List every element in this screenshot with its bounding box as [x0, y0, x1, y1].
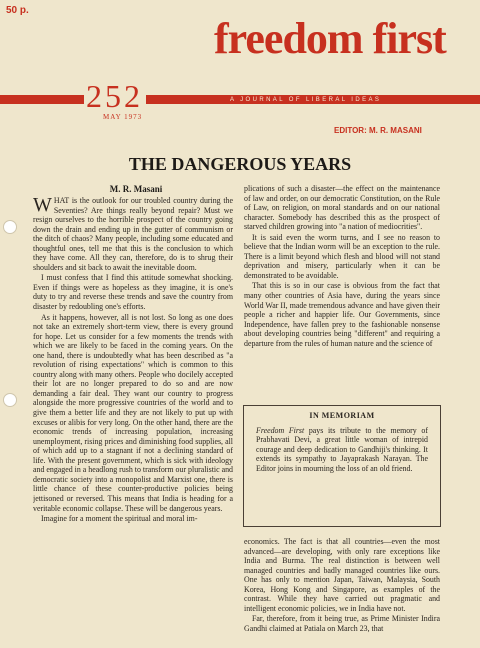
article-paragraph: Far, therefore, from it being true, as Prime Minister Indira Gandhi claimed at Patiala on March 23, that [244, 614, 440, 633]
issue-number: 252 [86, 78, 143, 114]
article-paragraph: Imagine for a moment the spiritual and moral im- [41, 514, 198, 524]
article-paragraph: economics. The fact is that all countries—even the most advanced—are developing, with only rare exceptions like India and Burma. The real distinction is between well managed countries and badly managed countries like ours. One has only to mention Japan, Taiwan, Malaysia, South Korea, Hong Kong and Singapore, as examples of the contrast. While they have carried out pragmatic and intelligent economic policies, we in India have not. [244, 537, 440, 613]
tagline: A JOURNAL OF LIBERAL IDEAS [230, 97, 382, 103]
article-author: M. R. Masani [109, 184, 163, 194]
article-paragraph: As it happens, however, all is not lost. So long as one does not take an extremely short-term view, there is every ground for hope. Let us consider for a few moments the trends with which we are likely to be faced in the coming years. On the one hand, there is undoubtedly what has been described as "a revolution of rising expectations" which is common to this country along with many others. People who docilely accepted their lot are no longer prepared to do so and are now demanding a fair deal. They want our country to progress alongside the more progressive countries of the world and to give them a better life and they are not likely to put up with excuses or alibis for very long. On the other hand, there are the economic trends of increasing population, increasing unemployment, rising prices and diminishing food supplies, all of which add up to a stagnant if not a declining standard of life. With the present government, which is sick with ideology and engaged in a headlong rush to transform our pluralistic and democratic society into a monopolist and Marxist one, there is little chance of these counter-productive policies being jettisoned or reversed. This means that India is heading for a veritable economic collapse. These will be dangerous years. [33, 312, 233, 513]
masthead-title: freedom first [214, 14, 446, 63]
price-label: 50 p. [6, 5, 29, 16]
article-paragraph: It is said even the worm turns, and I see no reason to believe that the Indian worm will be an exception to the rule. There is a limit beyond which flesh and blood will not stand deprivation and misery, particularly when it can be demonstrated to be avoidable. [244, 232, 440, 280]
drop-cap: W [33, 196, 52, 216]
in-memoriam-title: IN MEMORIAM [309, 411, 375, 420]
article-column-right-top [244, 184, 440, 394]
punch-hole [3, 220, 17, 234]
article-title: THE DANGEROUS YEARS [128, 154, 352, 174]
red-bar-left [0, 95, 84, 104]
article-paragraph: plications of such a disaster—the effect on the maintenance of law and order, on our democratic Constitution, on the Rule of Law, on religion, on moral standards and on our national character. Somebody has described this as the prospect of starved children growing into "a nation of mediocrities". [244, 184, 440, 232]
issue-date: MAY 1973 [103, 113, 143, 121]
article-column-left [33, 196, 233, 646]
in-memoriam-box [243, 405, 441, 527]
article-paragraph: I must confess that I find this attitude somewhat shocking. Even if things were as hopeless as they imagine, it is one's duty to try and reverse these trends and save the country from disaster by redoubling one's efforts. [33, 273, 233, 312]
article-paragraph: That this is so in our case is obvious from the fact that many other countries of Asia have, during the years since World War II, made tremendous advance and have given their people a richer and happier life. Our Governments, since Independence, have fallen prey to the fashionable nonsense about developing countries being "different" and requiring a departure from the rules of human nature and the science of [244, 281, 440, 348]
in-memoriam-text: Freedom First pays its tribute to the memory of Prabhavati Devi, a great little woman of intrepid courage and deep dedication to Gandhiji's thinking. It extends its sympathy to Jayaprakash Narayan. The Editor joins in mourning the loss of an old friend. [256, 425, 428, 473]
article-column-right-bottom [244, 537, 440, 648]
punch-hole [3, 393, 17, 407]
editor-credit: EDITOR: M. R. MASANI [334, 126, 422, 135]
article-paragraph: WHAT is the outlook for our troubled country during the Seventies? Are things really beyond repair? Must we resign ourselves to the horrible prospect of the country going down the drain and ending up in the gutter of communism or the ditch of chaos? Many people, including some educated and thoughtful ones, tell me that this is the conclusion to which they have come. All they can, therefore, do is to shrug their shoulders and sit back to await the inevitable doom. [33, 196, 233, 272]
